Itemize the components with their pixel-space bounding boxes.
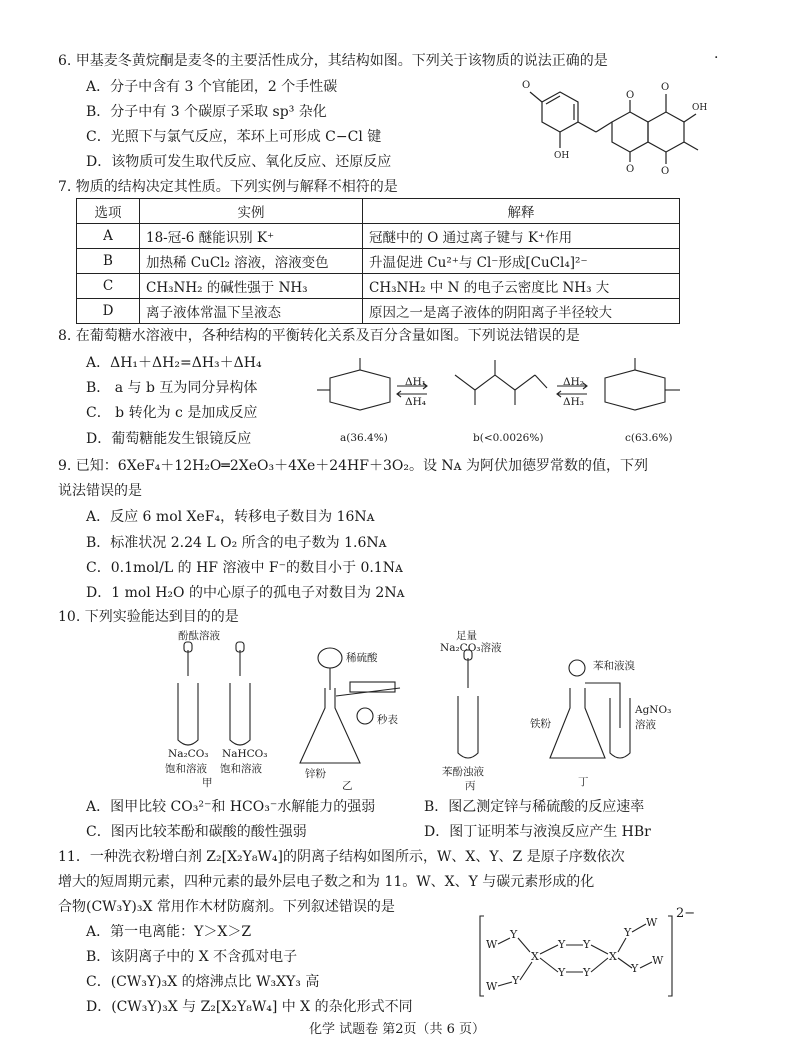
dot-mark: · (714, 50, 719, 66)
q6-stem: 6. 甲基麦冬黄烷酮是麦冬的主要活性成分，其结构如图。下列关于该物质的说法正确的是 (58, 53, 608, 69)
q10-stem: 10. 下列实验能达到目的的是 (58, 609, 239, 625)
q10-option-c: C．图丙比较苯酚和碳酸的酸性强弱 (86, 824, 307, 840)
svg-text:Y: Y (558, 966, 566, 979)
table-cell: 升温促进 Cu²⁺与 Cl⁻形成[CuCl₄]²⁻ (363, 249, 680, 274)
label-saturated-2: 饱和溶液 (220, 763, 262, 775)
svg-text:O: O (661, 166, 670, 175)
label-dilute-acid: 稀硫酸 (346, 652, 378, 664)
table-cell: B (77, 249, 140, 274)
q11-option-a: A．第一电离能：Y＞X＞Z (86, 924, 252, 940)
q9-option-d: D．1 mol H₂O 的中心原子的孤电子对数目为 2Nᴀ (86, 585, 405, 601)
svg-text:W: W (486, 938, 498, 951)
q6-option-b: B．分子中有 3 个碳原子采取 sp³ 杂化 (86, 104, 327, 120)
table-header-row (77, 199, 680, 224)
svg-text:Y: Y (512, 974, 520, 987)
arrow-label: ΔH₁ (405, 376, 426, 388)
table-row (77, 249, 680, 274)
svg-text:W: W (486, 980, 498, 993)
label-phenolphthalein: 酚酞溶液 (178, 630, 220, 642)
q9-stem: 9. 已知：6XeF₄＋12H₂O═2XeO₃＋4Xe＋24HF＋3O₂。设 Nᴀ 为阿伏加德罗常数的值，下列 (58, 458, 649, 474)
label-benzene-bromine: 苯和液溴 (593, 660, 635, 672)
structure-label-b: b(<0.0026%) (473, 432, 544, 444)
q6-option-a: A．分子中含有 3 个官能团，2 个手性碳 (86, 79, 338, 95)
table-header: 实例 (140, 199, 363, 224)
svg-text:OH: OH (692, 103, 708, 113)
table-cell: A (77, 224, 140, 249)
table-cell: 离子液体常温下呈液态 (140, 299, 363, 324)
q9-option-c: C．0.1mol/L 的 HF 溶液中 F⁻的数目小于 0.1Nᴀ (86, 560, 403, 576)
structure-label-a: a(36.4%) (340, 432, 388, 444)
label-agno3: AgNO₃ (635, 704, 672, 716)
label-na2co3-solution: Na₂CO₃溶液 (440, 642, 502, 654)
table-cell: 原因之一是离子液体的阴阳离子半径较大 (363, 299, 680, 324)
q11-option-d: D．(CW₃Y)₃X 与 Z₂[X₂Y₈W₄] 中 X 的杂化形式不同 (86, 999, 413, 1015)
q7-stem: 7. 物质的结构决定其性质。下列实例与解释不相符的是 (58, 179, 398, 195)
q11-stem-cont-2: 合物(CW₃Y)₃X 常用作木材防腐剂。下列叙述错误的是 (58, 899, 395, 915)
q8-option-d: D．葡萄糖能发生银镜反应 (86, 431, 252, 447)
label-yi: 乙 (342, 780, 353, 792)
svg-text:X: X (609, 950, 617, 963)
svg-text:X: X (531, 950, 539, 963)
table-row (77, 224, 680, 249)
label-saturated-1: 饱和溶液 (165, 763, 207, 775)
svg-text:Y: Y (583, 966, 591, 979)
svg-text:O: O (626, 90, 635, 101)
q10-option-b: B．图乙测定锌与稀硫酸的反应速率 (424, 799, 645, 815)
svg-text:O: O (626, 164, 635, 175)
q10-option-a: A．图甲比较 CO₃²⁻和 HCO₃⁻水解能力的强弱 (86, 799, 376, 815)
q9-option-a: A．反应 6 mol XeF₄，转移电子数目为 16Nᴀ (86, 509, 375, 525)
q8-option-a: A．ΔH₁＋ΔH₂=ΔH₃＋ΔH₄ (86, 355, 262, 371)
table-cell: C (77, 274, 140, 299)
q6-option-c: C．光照下与氯气反应，苯环上可形成 C−Cl 键 (86, 129, 382, 145)
q10-apparatus-figure (150, 628, 680, 790)
svg-text:W: W (652, 954, 664, 967)
table-cell: 冠醚中的 O 通过离子键与 K⁺作用 (363, 224, 680, 249)
svg-text:O: O (661, 82, 670, 93)
svg-text:Y: Y (510, 928, 518, 941)
label-na2co3: Na₂CO₃ (168, 748, 209, 760)
q7-table (76, 198, 680, 324)
table-header: 选项 (77, 199, 140, 224)
svg-text:W: W (646, 916, 658, 929)
q8-option-b: B． a 与 b 互为同分异构体 (86, 380, 258, 396)
table-cell: D (77, 299, 140, 324)
q6-option-d: D．该物质可发生取代反应、氧化反应、还原反应 (86, 154, 392, 170)
svg-text:Y: Y (624, 926, 632, 939)
label-nahco3: NaHCO₃ (222, 748, 268, 760)
svg-text:Y: Y (583, 938, 591, 951)
q11-stem-cont-1: 增大的短周期元素，四种元素的最外层电子数之和为 11。W、X、Y 与碳元素形成的化 (58, 874, 595, 890)
arrow-label: ΔH₂ (563, 376, 584, 388)
q8-stem: 8. 在葡萄糖水溶液中，各种结构的平衡转化关系及百分含量如图。下列说法错误的是 (58, 328, 580, 344)
arrow-label: ΔH₄ (405, 396, 426, 408)
label-jia: 甲 (202, 777, 213, 789)
table-row (77, 274, 680, 299)
svg-text:OH: OH (554, 151, 570, 161)
q9-option-b: B．标准状况 2.24 L O₂ 所含的电子数为 1.6Nᴀ (86, 535, 387, 551)
label-stopwatch: 秒表 (377, 714, 398, 726)
svg-text:O: O (522, 80, 531, 91)
anion-charge: 2− (676, 906, 696, 921)
table-row (77, 299, 680, 324)
table-header: 解释 (363, 199, 680, 224)
q11-anion-structure-figure (476, 906, 696, 1002)
table-cell: CH₃NH₂ 的碱性强于 NH₃ (140, 274, 363, 299)
structure-label-c: c(63.6%) (625, 432, 673, 444)
label-phenol-suspension: 苯酚浊液 (442, 766, 484, 778)
q8-glucose-figure (305, 350, 705, 444)
table-cell: 18-冠-6 醚能识别 K⁺ (140, 224, 363, 249)
q8-option-c: C． b 转化为 c 是加成反应 (86, 405, 258, 421)
table-cell: CH₃NH₂ 中 N 的电子云密度比 NH₃ 大 (363, 274, 680, 299)
label-iron-powder: 铁粉 (530, 718, 551, 730)
q9-stem-cont: 说法错误的是 (58, 483, 142, 499)
q11-stem: 11．一种洗衣粉增白剂 Z₂[X₂Y₈W₄]的阴离子结构如图所示，W、X、Y、Z 是原子序数依次 (58, 849, 625, 865)
q11-option-b: B．该阴离子中的 X 不含孤对电子 (86, 949, 298, 965)
svg-text:Y: Y (631, 962, 639, 975)
label-excess: 足量 (456, 630, 477, 642)
label-zinc: 锌粉 (305, 768, 326, 780)
label-bing: 丙 (465, 780, 476, 792)
svg-text:Y: Y (558, 938, 566, 951)
q11-option-c: C．(CW₃Y)₃X 的熔沸点比 W₃XY₃ 高 (86, 974, 320, 990)
q6-structure-figure (520, 70, 710, 175)
arrow-label: ΔH₃ (563, 396, 584, 408)
table-cell: 加热稀 CuCl₂ 溶液，溶液变色 (140, 249, 363, 274)
q10-option-d: D．图丁证明苯与液溴反应产生 HBr (424, 824, 651, 840)
label-agno3-solution: 溶液 (635, 719, 656, 731)
label-ding: 丁 (578, 776, 589, 788)
page-footer: 化学 试题卷 第2页（共 6 页） (308, 1022, 486, 1037)
